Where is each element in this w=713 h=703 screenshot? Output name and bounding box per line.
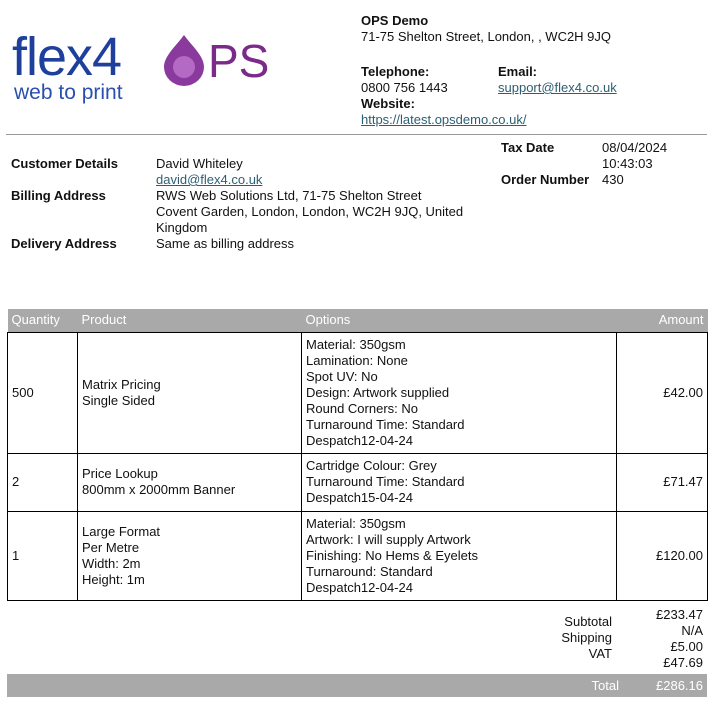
row-product: [78, 453, 302, 511]
product-header: Product: [78, 309, 302, 332]
order-number-value: 430: [602, 172, 624, 187]
delivery-address-label: Delivery Address: [11, 236, 117, 251]
option-line: Despatch15-04-24: [306, 490, 413, 505]
option-line: Despatch12-04-24: [306, 432, 413, 448]
subtotal-label: Subtotal: [564, 614, 612, 629]
totals-values: [620, 607, 703, 671]
subtotal-value: £233.47: [656, 607, 703, 622]
order-number-label: Order Number: [501, 172, 590, 187]
option-line: Round Corners: No: [306, 400, 418, 416]
total-bar: [7, 674, 707, 697]
shipping-value: N/A: [681, 623, 703, 638]
option-line: Turnaround Time: Standard: [306, 416, 465, 432]
product-line: Width: 2m: [82, 555, 141, 571]
option-line: Artwork: I will supply Artwork: [306, 531, 471, 547]
row-product: [78, 332, 302, 453]
total-value: £286.16: [656, 678, 703, 693]
company-name: OPS Demo: [361, 13, 429, 28]
shipping-label: Shipping: [561, 630, 612, 645]
quantity-header: Quantity: [8, 309, 78, 332]
table-row: [8, 511, 708, 600]
customer-email-link[interactable]: david@flex4.co.uk: [156, 172, 263, 187]
option-line: Despatch12-04-24: [306, 579, 413, 595]
billing-address-line3: Kingdom: [156, 220, 208, 235]
row-quantity: 2: [8, 453, 78, 511]
shipping-amount-value: £5.00: [670, 639, 703, 654]
telephone-label: Telephone:: [361, 64, 430, 79]
customer-name: David Whiteley: [156, 156, 243, 171]
product-line: 800mm x 2000mm Banner: [82, 482, 236, 497]
tax-date-label: Tax Date: [501, 140, 555, 155]
option-line: Material: 350gsm: [306, 336, 406, 352]
customer-details-label: Customer Details: [11, 156, 118, 171]
header-divider: [6, 134, 707, 135]
option-line: Material: 350gsm: [306, 515, 406, 531]
company-website-link[interactable]: https://latest.opsdemo.co.uk/: [361, 112, 527, 127]
total-label: Total: [591, 678, 619, 693]
delivery-address-value: Same as billing address: [156, 236, 295, 251]
totals-labels: [530, 614, 612, 662]
row-quantity: 500: [8, 332, 78, 453]
table-header-row: [8, 309, 708, 332]
order-items-table: [7, 309, 708, 601]
row-amount: £42.00: [617, 332, 708, 453]
table-row: [8, 332, 708, 453]
option-line: Spot UV: No: [306, 368, 378, 384]
website-label: Website:: [361, 96, 415, 111]
tax-time-value: 10:43:03: [602, 156, 653, 171]
product-line: Height: 1m: [82, 571, 145, 587]
option-line: Finishing: No Hems & Eyelets: [306, 547, 478, 563]
row-options: [302, 511, 617, 600]
telephone-value: 0800 756 1443: [361, 80, 448, 95]
option-line: Turnaround Time: Standard: [306, 474, 465, 489]
product-line: Price Lookup: [82, 466, 158, 481]
option-line: Cartridge Colour: Grey: [306, 458, 437, 473]
tax-date-value: 08/04/2024: [602, 140, 668, 155]
company-email-link[interactable]: support@flex4.co.uk: [498, 80, 617, 95]
product-line: Matrix Pricing: [82, 376, 161, 392]
logo-brand-text: flex4: [12, 27, 122, 87]
company-logo: [12, 27, 270, 110]
product-line: Per Metre: [82, 539, 140, 555]
table-row: [8, 453, 708, 511]
billing-address-line1: RWS Web Solutions Ltd, 71-75 Shelton Street: [156, 188, 422, 203]
product-line: Large Format: [82, 523, 161, 539]
billing-address-line2: Covent Garden, London, London, WC2H 9JQ, United: [156, 204, 464, 219]
company-address: 71-75 Shelton Street, London, , WC2H 9JQ: [361, 29, 612, 44]
product-line: Single Sided: [82, 392, 155, 408]
vat-label: VAT: [588, 646, 612, 661]
option-line: Turnaround: Standard: [306, 563, 433, 579]
billing-address-label: Billing Address: [11, 188, 106, 203]
logo-tagline: web to print: [14, 81, 123, 104]
logo-drop-icon: [162, 34, 206, 86]
row-quantity: 1: [8, 511, 78, 600]
option-line: Design: Artwork supplied: [306, 384, 450, 400]
email-label: Email:: [498, 64, 538, 79]
options-header: Options: [302, 309, 617, 332]
row-options: [302, 332, 617, 453]
row-product: [78, 511, 302, 600]
vat-value: £47.69: [663, 655, 703, 670]
logo-brand-suffix: PS: [208, 35, 270, 87]
row-amount: £120.00: [617, 511, 708, 600]
row-options: [302, 453, 617, 511]
option-line: Lamination: None: [306, 352, 408, 368]
amount-header: Amount: [617, 309, 708, 332]
row-amount: £71.47: [617, 453, 708, 511]
